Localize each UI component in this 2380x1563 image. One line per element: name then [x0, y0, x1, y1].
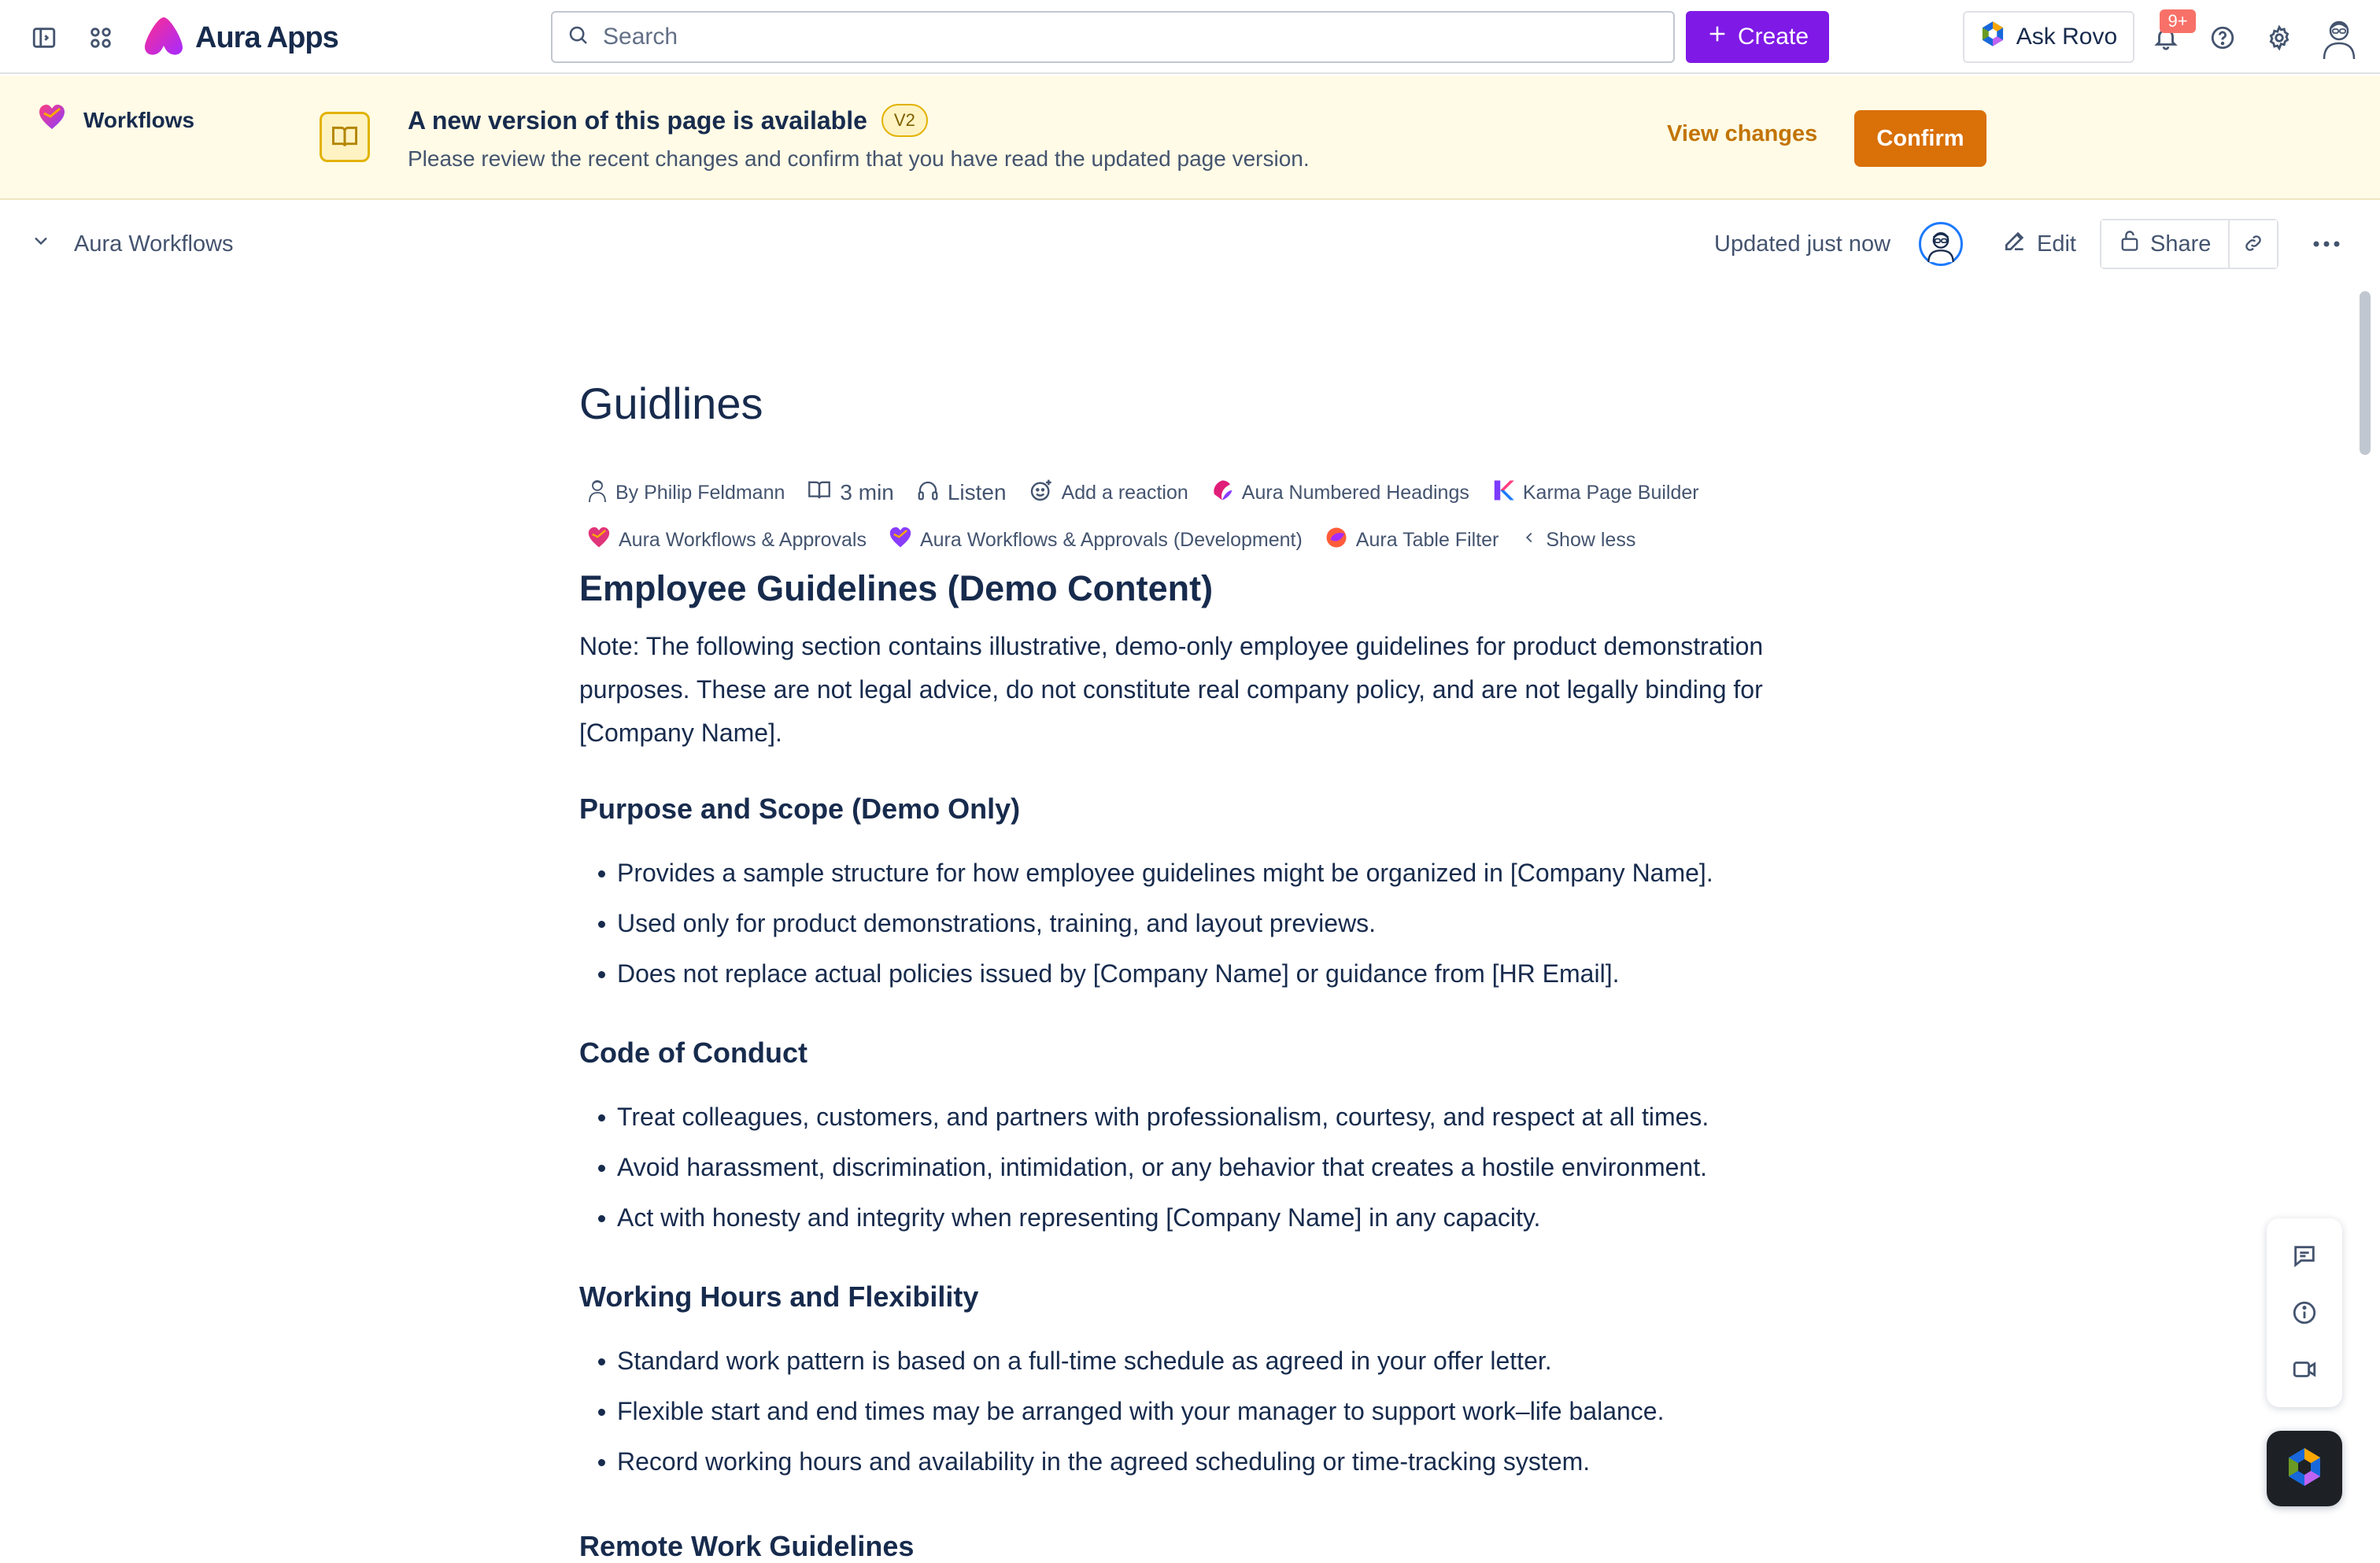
banner-title: A new version of this page is available: [408, 105, 867, 135]
emoji-add-icon: [1029, 478, 1054, 508]
help-icon[interactable]: [2205, 20, 2240, 55]
ellipsis-icon: [2312, 238, 2341, 250]
author-name: By Philip Feldmann: [615, 481, 785, 504]
last-updated-text: Updated just now: [1714, 231, 1891, 257]
ask-rovo-button[interactable]: [1963, 11, 2134, 63]
workflows-heart-icon: [38, 104, 66, 136]
app-karma-page-builder[interactable]: [1491, 479, 1699, 508]
read-time-label: 3 min: [840, 480, 894, 504]
listen-label: Listen: [947, 480, 1007, 504]
sidebar-toggle-icon[interactable]: [27, 20, 61, 55]
book-icon: [807, 479, 832, 507]
user-avatar[interactable]: [2317, 16, 2361, 60]
list-item: Treat colleagues, customers, and partners with professionalism, courtesy, and respect at all times.: [579, 1092, 1807, 1142]
space-link[interactable]: [38, 104, 194, 136]
page-apps-row: [587, 516, 1807, 563]
section-heading: Remote Work Guidelines: [579, 1530, 915, 1562]
section-heading: Code of Conduct: [579, 1036, 808, 1069]
list-item: Flexible start and end times may be arranged with your manager to support work–life balance.: [579, 1386, 1807, 1436]
search-input[interactable]: [603, 24, 1626, 50]
ask-rovo-label: Ask Rovo: [2016, 24, 2118, 50]
new-version-banner: [0, 76, 2380, 200]
list-item: Record working hours and availability in the agreed scheduling or time-tracking system.: [579, 1436, 1807, 1487]
app-logo[interactable]: [142, 16, 338, 60]
share-button[interactable]: [2101, 220, 2230, 268]
contributor-avatar[interactable]: [1919, 222, 1963, 266]
side-actions-panel: [2267, 1218, 2342, 1407]
bullet-list: [579, 848, 1807, 999]
banner-title-row: [408, 104, 928, 137]
view-changes-button[interactable]: View changes: [1667, 121, 1818, 146]
page-header-bar: [0, 201, 2380, 290]
chevron-down-icon[interactable]: [30, 230, 52, 258]
page-byline: [587, 469, 1807, 516]
info-icon[interactable]: [2281, 1289, 2328, 1336]
rovo-icon: [2286, 1447, 2323, 1491]
page-content: [579, 378, 1807, 1487]
app-switcher-icon[interactable]: [83, 20, 118, 55]
open-book-icon: [320, 112, 370, 162]
share-label: Share: [2150, 231, 2212, 257]
list-item: Act with honesty and integrity when representing [Company Name] in any capacity.: [579, 1192, 1807, 1243]
author-byline[interactable]: [587, 479, 785, 508]
breadcrumb: [30, 230, 234, 258]
app-aura-table-filter[interactable]: [1325, 526, 1499, 555]
list-item: Provides a sample structure for how employee guidelines might be organized in [Company Name].: [579, 848, 1807, 898]
show-less-label: Show less: [1546, 528, 1636, 551]
section-heading: Working Hours and Flexibility: [579, 1280, 979, 1313]
author-avatar-icon: [587, 479, 608, 508]
notification-count-badge: 9+: [2160, 9, 2196, 33]
banner-description: Please review the recent changes and confirm that you have read the updated page version.: [408, 146, 1310, 171]
aura-numbered-headings-icon: [1210, 479, 1234, 508]
karma-page-builder-icon: [1491, 479, 1515, 508]
app-name: Karma Page Builder: [1522, 481, 1699, 504]
pencil-icon: [2002, 228, 2027, 260]
rovo-icon: [1980, 20, 2005, 54]
version-badge: V2: [881, 104, 928, 137]
app-name: Aura Workflows & Approvals (Development): [919, 528, 1303, 551]
headphones-icon: [916, 479, 940, 508]
aura-logo-icon: [142, 16, 186, 61]
edit-label: Edit: [2037, 231, 2076, 257]
app-aura-workflows-approvals[interactable]: [587, 527, 867, 554]
show-less-button[interactable]: [1521, 527, 1635, 553]
video-camera-icon[interactable]: [2281, 1346, 2328, 1393]
link-icon: [2242, 232, 2264, 257]
settings-gear-icon[interactable]: [2262, 20, 2297, 55]
search-bar[interactable]: [551, 11, 1675, 63]
more-actions-button[interactable]: [2306, 224, 2347, 264]
app-aura-numbered-headings[interactable]: [1210, 479, 1469, 508]
list-item: Does not replace actual policies issued by [Company Name] or guidance from [HR Email].: [579, 948, 1807, 999]
read-time: [807, 479, 893, 507]
main-heading: Employee Guidelines (Demo Content): [579, 568, 1214, 608]
scrollbar-thumb[interactable]: [2360, 291, 2371, 455]
chevron-left-icon: [1521, 527, 1538, 553]
section-heading: Purpose and Scope (Demo Only): [579, 793, 1021, 825]
search-icon: [567, 24, 590, 51]
unlock-icon: [2119, 229, 2141, 259]
page-title: Guidlines: [579, 379, 763, 428]
workflows-heart-icon: [889, 527, 912, 554]
space-name: Workflows: [83, 107, 195, 132]
rovo-chat-button[interactable]: [2267, 1431, 2342, 1506]
listen-button[interactable]: [916, 479, 1007, 508]
top-navigation: [0, 0, 2380, 74]
list-item: Standard work pattern is based on a full-time schedule as agreed in your offer letter.: [579, 1336, 1807, 1386]
list-item: Used only for product demonstrations, training, and layout previews.: [579, 898, 1807, 948]
edit-button[interactable]: [1994, 219, 2084, 269]
disclaimer-note: Note: The following section contains illustrative, demo-only employee guidelines for product demonstration purposes. These are not legal advice, do not constitute real company policy, and are not legally binding for [Company Name].: [579, 632, 1764, 747]
share-group: [2100, 219, 2278, 269]
page-scrollbar[interactable]: [2355, 290, 2380, 1546]
app-aura-workflows-approvals-dev[interactable]: [889, 527, 1303, 554]
comments-icon[interactable]: [2281, 1232, 2328, 1280]
app-name: Aura Workflows & Approvals: [619, 528, 867, 551]
app-name: Aura Numbered Headings: [1241, 481, 1469, 504]
copy-link-button[interactable]: [2230, 220, 2277, 268]
app-name: Aura Table Filter: [1355, 528, 1499, 551]
bullet-list: [579, 1336, 1807, 1487]
list-item: Avoid harassment, discrimination, intimidation, or any behavior that creates a hostile environment.: [579, 1142, 1807, 1192]
aura-table-filter-icon: [1325, 526, 1348, 555]
add-reaction-label: Add a reaction: [1061, 481, 1188, 504]
confirm-button[interactable]: Confirm: [1854, 110, 1986, 167]
breadcrumb-space-link[interactable]: Aura Workflows: [74, 231, 234, 257]
add-reaction-button[interactable]: [1029, 478, 1188, 508]
create-label: Create: [1737, 24, 1809, 50]
plus-icon: [1706, 23, 1728, 51]
create-button[interactable]: [1686, 11, 1829, 63]
bullet-list: [579, 1092, 1807, 1243]
workflows-heart-icon: [587, 527, 611, 554]
app-name: Aura Apps: [195, 20, 338, 54]
